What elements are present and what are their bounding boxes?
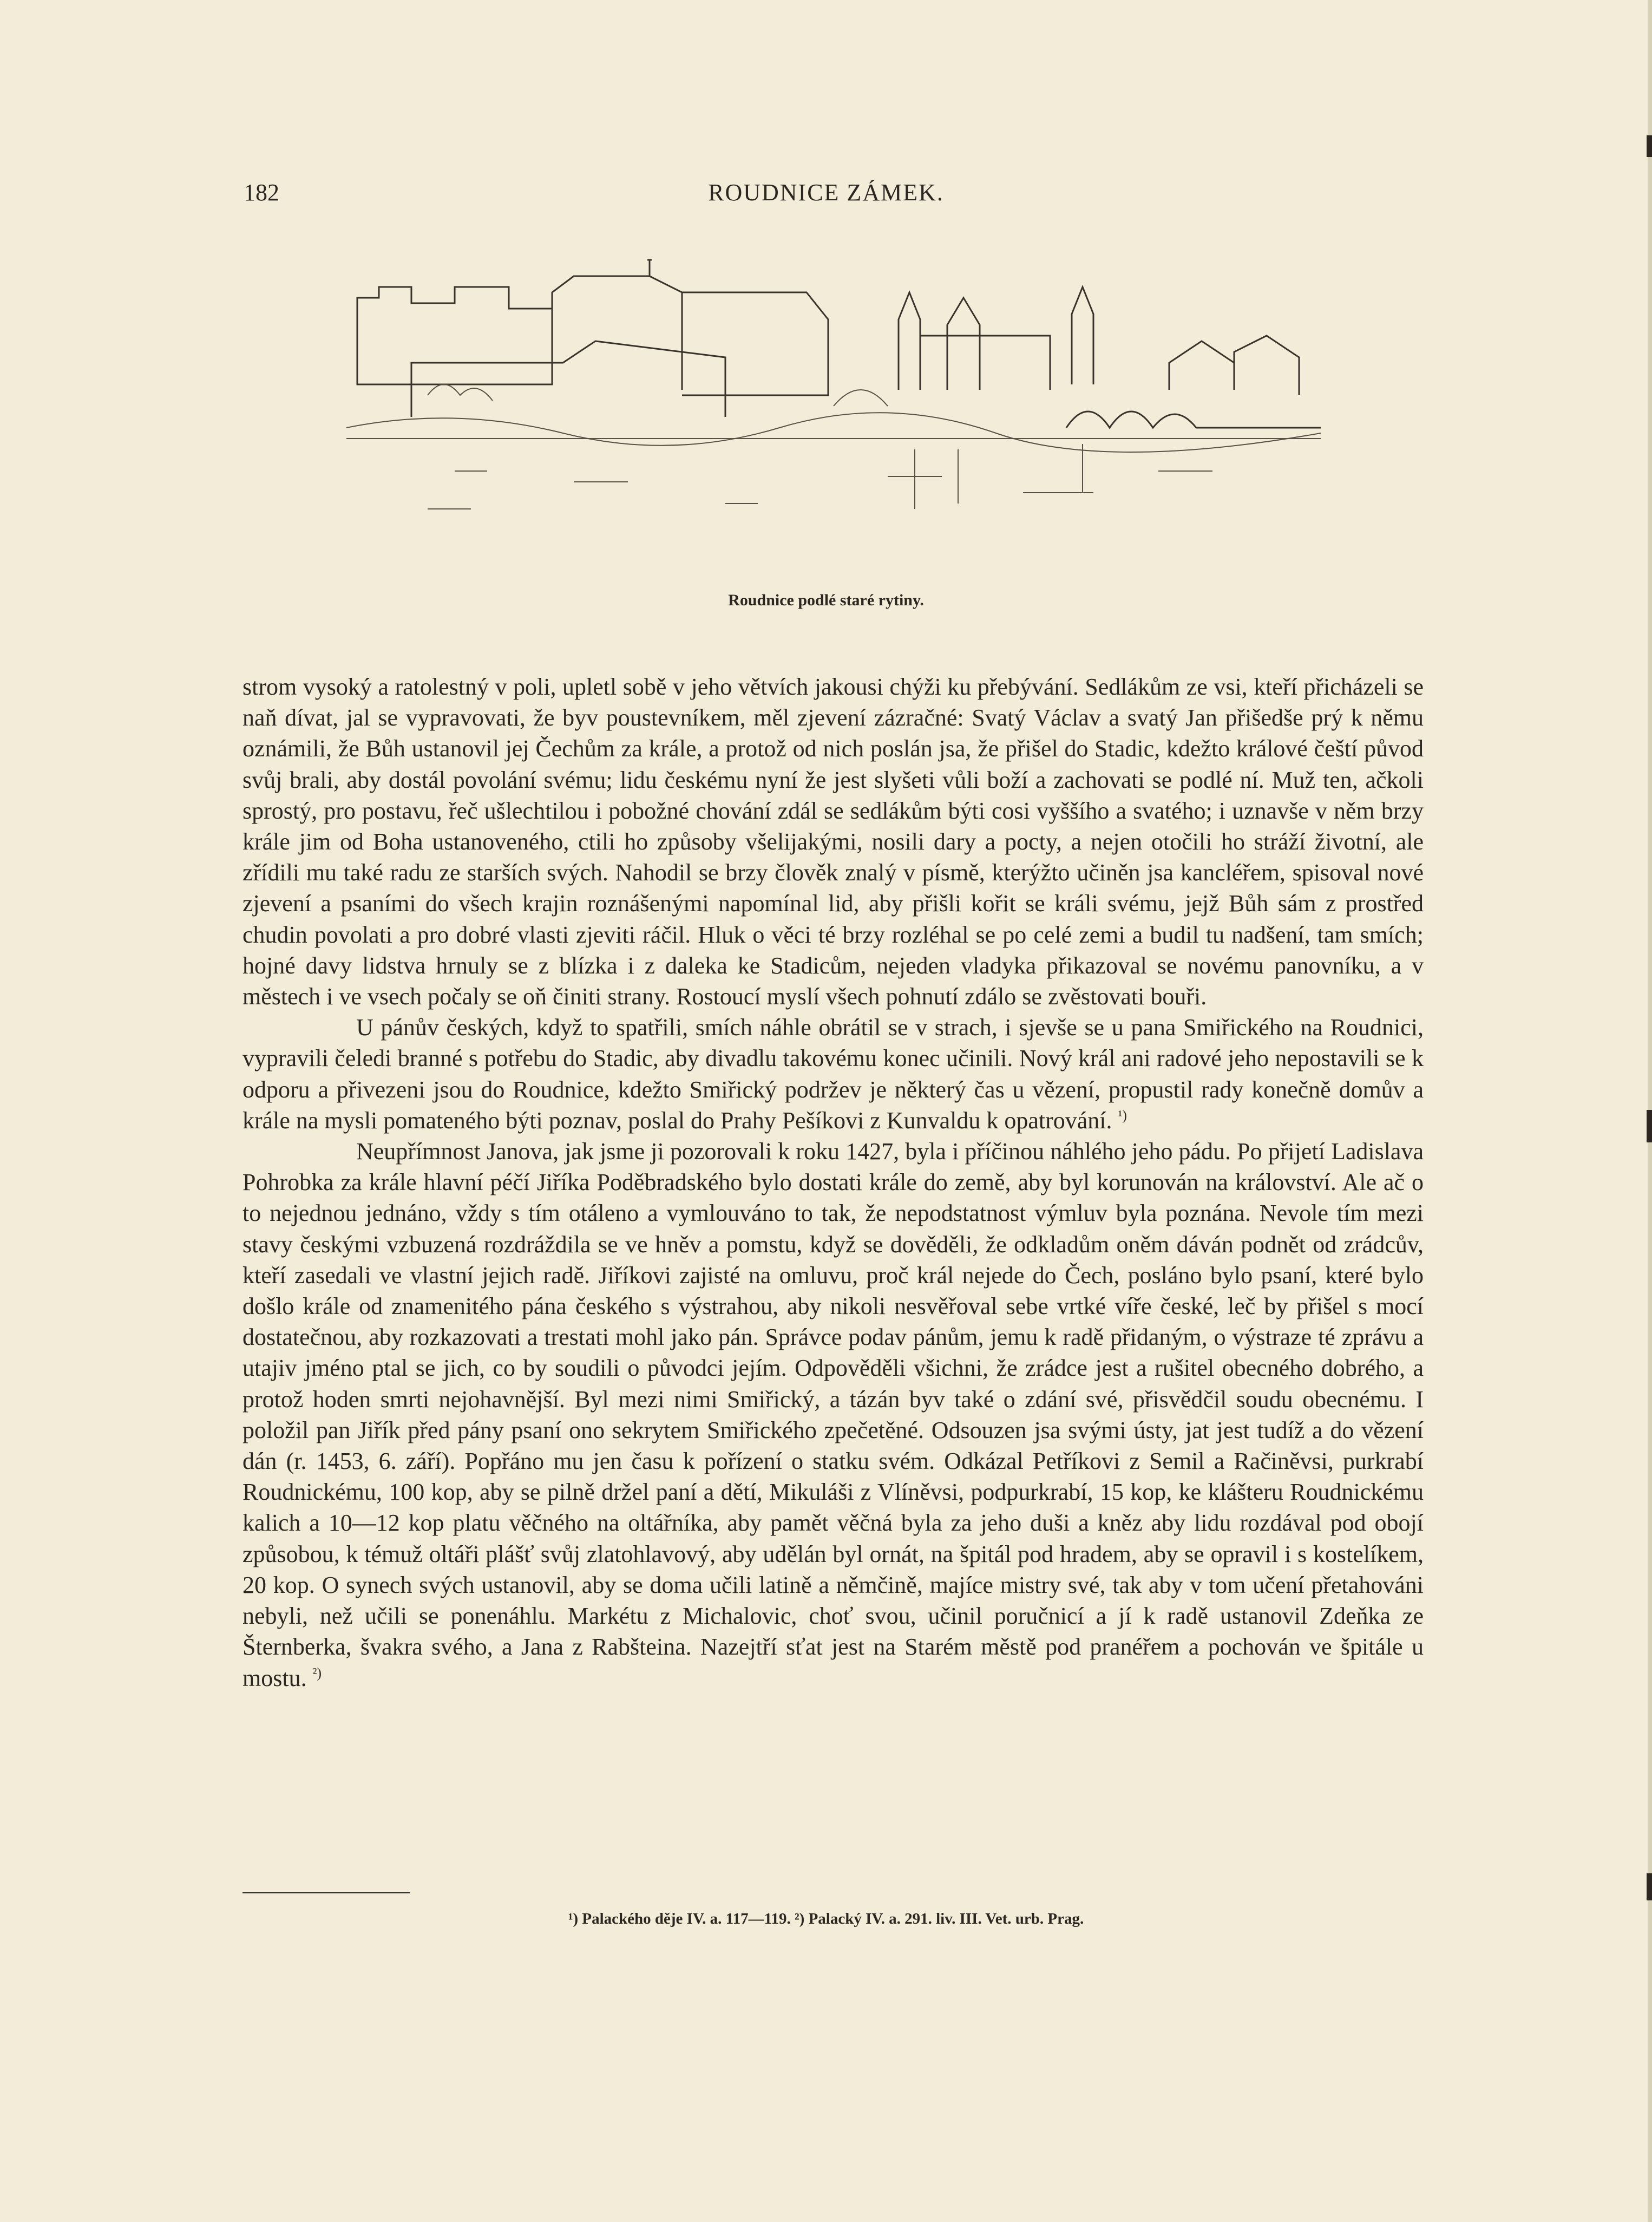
paragraph: Neupřímnost Janova, jak jsme ji pozorovali k roku 1427, byla i příčinou náhlého jeho pádu. Po přijetí Ladislava Pohrobka za krále hlavní péčí Jiříka Poděbradského bylo dostati krále do země, aby byl korunován na království. Ale ač o to nejednou jednáno, vždy s tím otáleno a vymlouváno to tak, že nepodstatnost výmluv byla poznána. Nevole tím mezi stavy českými vzbuzená rozdráždila se ve hněv a pomstu, když se dověděli, že odkladům oněm dáván podnět od zrádcův, kteří zasedali ve vlastní jejich radě. Jiříkovi zajisté na omluvu, proč král nejede do Čech, posláno bylo psaní, které bylo došlo krále od znamenitého pána českého s výstrahou, aby nikoli nesvěřoval sebe vrtké víře české, leč by přišel s mocí dostatečnou, aby rozkazovati a trestati mohl jako pán. Správce podav pánům, jemu k radě přidaným, o výstraze té zprávu a utajiv jméno ptal se jich, co by soudili o původci jejím. Odpověděli všichni, že zrádce jest a rušitel obecného dobrého, a protož hoden smrti nejohavnější. Byl mezi nimi Smiřický, a tázán byv také o zdání své, přisvědčil soudu obecnému. I položil pan Jiřík před pány psaní ono sekrytem Smiřického zpečetěné. Odsouzen jsa svými ústy, jat jest tudíž a do vězení dán (r. 1453, 6. září). Popřáno mu jen času k pořízení o statku svém. Odkázal Petříkovi z Semil a Račiněvsi, purkrabí Roudnickému, 100 kop, aby se pilně držel paní a dětí, Mikuláši z Vlíněvsi, podpurkrabí, 15 kop, ke klášteru Roudnickému kalich a 10—12 kop platu věčného na oltářníka, aby pamět věčná byla za jeho duši a kněz aby lidu rozdával pod obojí způsobou, k témuž oltáři plášť svůj zlatohlavový, aby udělán byl ornát, na špitál pod hradem, aby se opravil i s kostelíkem, 20 kop. O synech svých ustanovil, aby se doma učili latině a němčině, majíce mistry své, tak aby v tom učení přetahováni nebyli, než učili se ponenáhlu. Markétu z Michalovic, choť svou, učinil poručnicí a jí k radě ustanovil Zdeňka ze Šternberka, švakra svého, a Jana z Rabšteina. Nazejtří sťat jest na Starém městě pod pranéřem a pochován ve špitále u mostu. $^{^2)}$ — [242, 1138, 1424, 1691]
town-building — [1234, 336, 1299, 395]
paragraph: strom vysoký a ratolestný v poli, upletl sobě v jeho větvích jakousi chýži ku přebývání. Sedlákům ze vsi, kteří přicházeli se naň dívat, jal se vypravovati, že byv poustevníkem, měl zjevení zázračné: Svatý Václav a svatý Jan přišedše prý k němu oznámili, že Bůh ustanovil jej Čechům za krále, a protož od nich poslán jsa, že přišel do Stadic, kdežto králové čeští původ svůj brali, aby dostál povolání svému; lidu českému nyní že jest slyšeti vůli boží a zachovati se podlé ní. Muž ten, ačkoli sprostý, pro postavu, řeč ušlechtilou i pobožné chování zdál se sedlákům býti cosi vyššího a svatého; i uznavše v něm brzy krále jim od Boha ustanoveného, ctili ho způsoby všelijakými, nosili dary a pocty, a nejen otočili ho stráží životní, ale zřídili mu také radu ze starších svých. Nahodil se brzy člověk znalý v písmě, kterýžto učiněn jsa kancléřem, spisoval nové zjevení a psaními do všech krajin roznášenými napomínal lid, aby přišli kořit se králi svému, jejž Bůh sám z prostřed chudin povolati a pro dobré vlasti zjeviti ráčil. Hluk o věci té brzy rozléhal se po celé zemi a budil tu nadšení, tam smích; hojné davy lidstva hrnuly se z blízka i z daleka ke Stadicům, nejeden vladyka přikazoval se novému panovníku, a v městech i ve vsech počaly se oň činiti strany. Rostoucí myslí všech pohnutí zdálo se zvěstovati bouři. — [242, 674, 1424, 1010]
body-text — [242, 671, 1424, 1694]
church-tower — [947, 298, 980, 390]
stone-bridge — [1066, 411, 1321, 428]
hatching — [428, 384, 493, 401]
paragraph: U pánův českých, když to spatřili, smích náhle obrátil se v strach, i sjevše se u pana Smiřického na Roudnici, vypravili čeledi branné s potřebu do Stadic, aby divadlu takovému konec učinili. Nový král ani radové jeho nepostavili se k odporu a přivezeni jsou do Roudnice, kdežto Smiřický podržev je některý čas u vězení, propustil rady konečně domův a krále na mysli pomateného býti poznav, poslal do Prahy Pešíkovi z Kunvaldu k opatrování. $^{^1)}$ — [242, 1014, 1424, 1134]
castle-building — [682, 292, 828, 395]
footnotes: ¹) Palackého děje IV. a. 117—119. ²) Palacký IV. a. 291. liv. III. Vet. urb. Prag. — [568, 1910, 1084, 1927]
church-tower — [899, 292, 920, 390]
water-reflection — [428, 471, 1212, 509]
town-building — [1169, 341, 1234, 390]
scan-mark — [1647, 1873, 1652, 1900]
page-number: 182 — [244, 179, 279, 206]
hatching — [346, 413, 1321, 452]
church-building — [920, 336, 1050, 390]
castle-tower — [647, 260, 652, 276]
scan-mark — [1647, 1110, 1652, 1142]
footnote-rule — [242, 1892, 410, 1893]
castle-building — [552, 276, 682, 390]
running-title: ROUDNICE ZÁMEK. — [708, 179, 944, 206]
footnote-mark: ¹) — [1118, 1107, 1127, 1123]
engraving-illustration — [346, 254, 1321, 579]
hatching — [834, 390, 888, 406]
illustration-caption: Roudnice podlé staré rytiny. — [728, 591, 924, 609]
lower-buildings — [411, 341, 725, 417]
footnote-mark: ²) — [312, 1664, 322, 1681]
church-tower — [1072, 287, 1093, 384]
castle-building — [357, 287, 552, 384]
scan-mark — [1647, 135, 1652, 157]
